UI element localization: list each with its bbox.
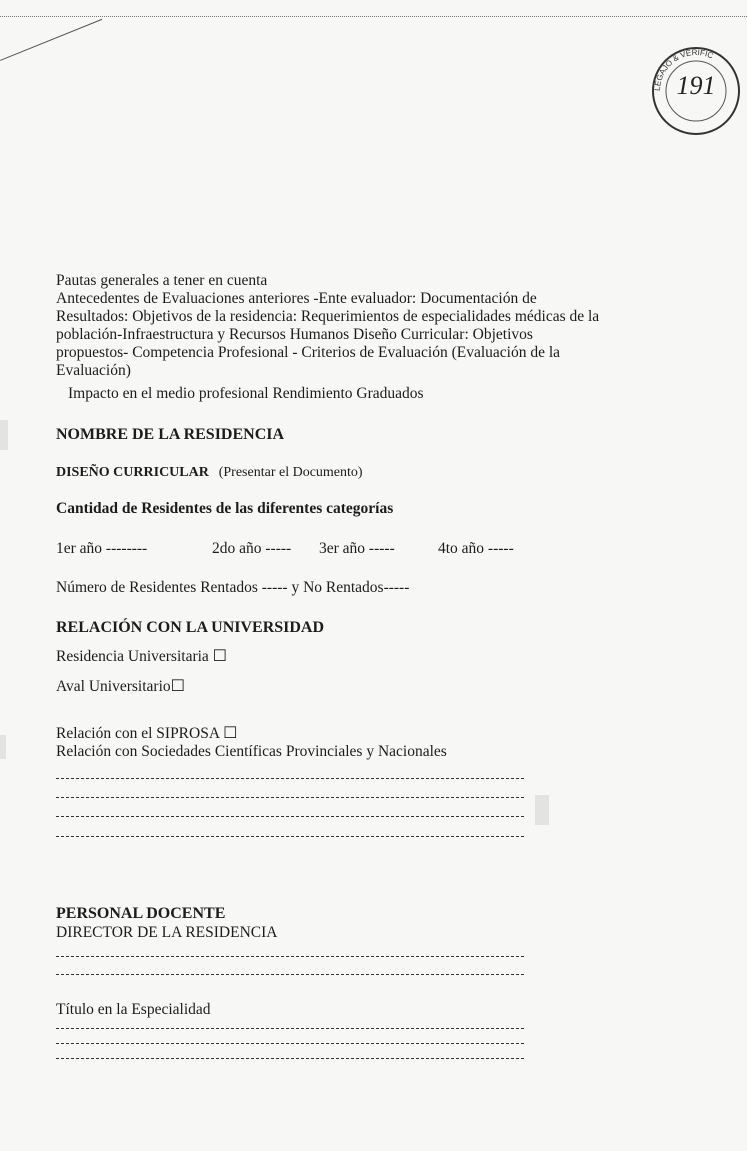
scan-speck (535, 795, 549, 825)
aval-universitario-label: Aval Universitario (56, 678, 171, 695)
nombre-residencia-heading: NOMBRE DE LA RESIDENCIA (56, 426, 285, 443)
anio-3: 3er año ----- (319, 540, 395, 557)
diseno-curricular-note: (Presentar el Documento) (218, 465, 363, 480)
aval-universitario-checkbox[interactable]: ☐ (170, 678, 185, 695)
diseno-curricular-row (56, 463, 676, 482)
scan-corner-mark (0, 19, 102, 61)
stamp-number: 191 (676, 71, 716, 100)
intro-line: Antecedentes de Evaluaciones anteriores -Ente evaluador: Documentación de (56, 290, 537, 307)
answer-line[interactable] (56, 797, 524, 798)
answer-line[interactable] (56, 1028, 524, 1029)
siprosa-label: Relación con el SIPROSA (56, 725, 220, 742)
residencia-universitaria-row (56, 648, 676, 666)
siprosa-checkbox[interactable]: ☐ (223, 725, 238, 742)
numero-residentes: Número de Residentes Rentados ----- y No Rentados----- (56, 579, 410, 596)
siprosa-row (56, 725, 676, 743)
anio-4: 4to año ----- (438, 540, 514, 557)
anio-2: 2do año ----- (212, 540, 292, 557)
intro-line: población-Infraestructura y Recursos Humanos Diseño Curricular: Objetivos (56, 326, 533, 343)
intro-line: Resultados: Objetivos de la residencia: Requerimientos de especialidades médicas de la (56, 308, 600, 325)
aval-universitario-row (56, 678, 676, 696)
answer-line[interactable] (56, 1043, 524, 1044)
scan-speck (0, 420, 8, 450)
relacion-universidad-heading: RELACIÓN CON LA UNIVERSIDAD (56, 619, 325, 636)
personal-docente-heading: PERSONAL DOCENTE (56, 905, 226, 922)
sociedades-label: Relación con Sociedades Científicas Provinciales y Nacionales (56, 743, 447, 760)
anios-row (56, 540, 676, 560)
intro-line: Evaluación) (56, 362, 131, 379)
anio-1: 1er año -------- (56, 540, 148, 557)
director-residencia-label: DIRECTOR DE LA RESIDENCIA (56, 924, 278, 941)
answer-line[interactable] (56, 956, 524, 957)
titulo-especialidad-label: Título en la Especialidad (56, 1001, 211, 1018)
intro-line: Impacto en el medio profesional Rendimiento Graduados (68, 385, 424, 402)
folio-stamp (650, 45, 742, 137)
intro-line: propuestos- Competencia Profesional - Criterios de Evaluación (Evaluación de la (56, 344, 561, 361)
scan-top-edge (0, 0, 747, 17)
answer-line[interactable] (56, 778, 524, 779)
answer-line[interactable] (56, 836, 524, 837)
stamp-ring-text: LEGAJO & VERIFIC (652, 47, 715, 92)
diseno-curricular-label: DISEÑO CURRICULAR (56, 465, 209, 480)
residencia-universitaria-label: Residencia Universitaria (56, 648, 209, 665)
residencia-universitaria-checkbox[interactable]: ☐ (212, 648, 228, 665)
cantidad-residentes-heading: Cantidad de Residentes de las diferentes categorías (56, 500, 394, 517)
answer-line[interactable] (56, 1058, 524, 1059)
scan-speck (0, 735, 6, 759)
answer-line[interactable] (56, 816, 524, 817)
intro-title: Pautas generales a tener en cuenta (56, 272, 268, 289)
answer-line[interactable] (56, 974, 524, 975)
